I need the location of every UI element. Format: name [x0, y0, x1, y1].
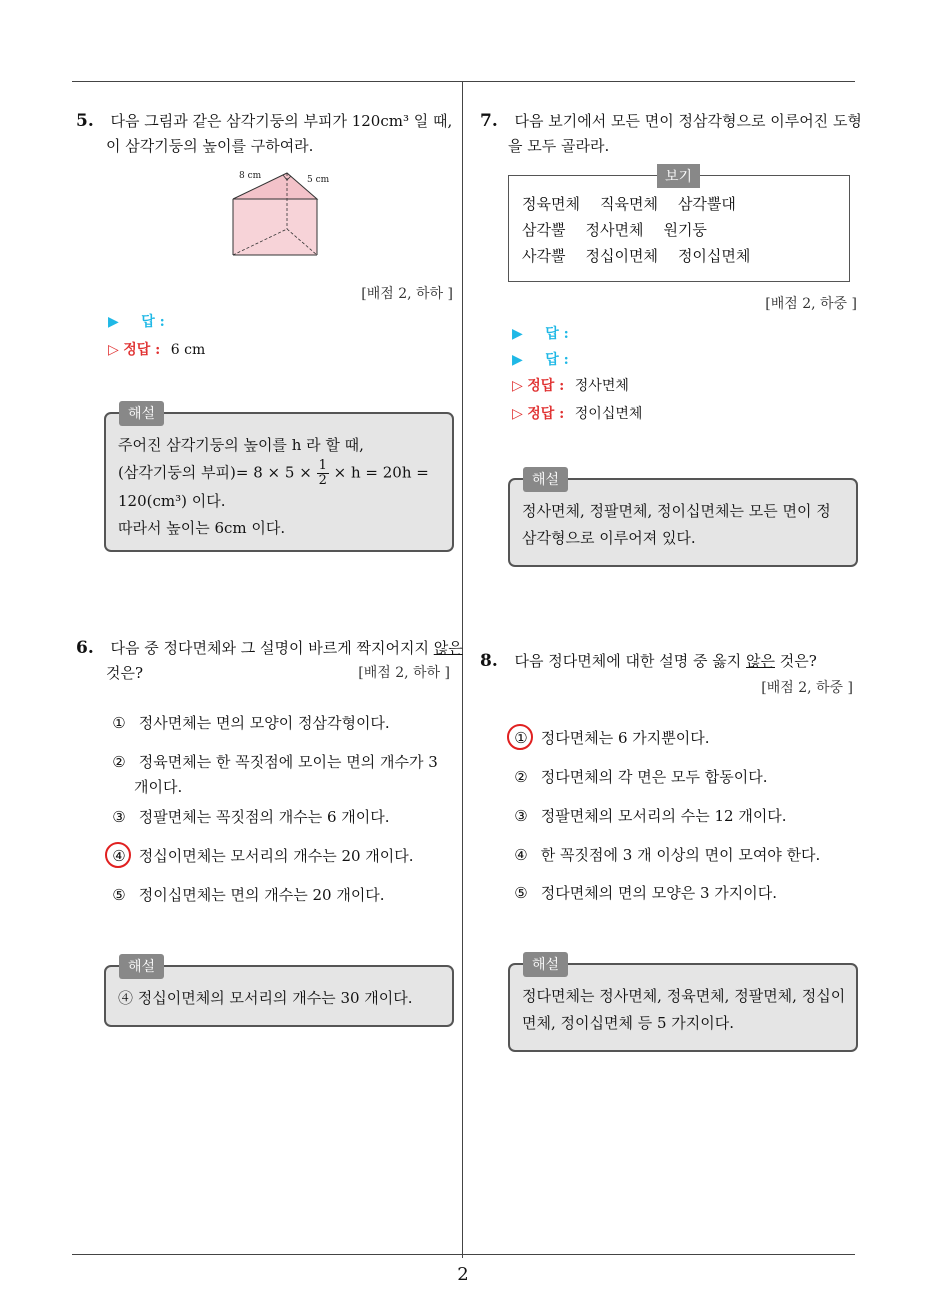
q6-choice-5[interactable]: ⑤ 정이십면체는 면의 개수는 20 개이다.: [112, 886, 385, 904]
correct-arrow-icon: ▷: [512, 406, 523, 422]
top-rule: [72, 81, 855, 82]
q6-choice-4[interactable]: ④ 정십이면체는 모서리의 개수는 20 개이다.: [112, 847, 414, 865]
q7-bogi-tag: 보기: [657, 164, 700, 188]
fig-label-5cm: 5 cm: [307, 175, 330, 185]
q5-stem-line2: 이 삼각기둥의 높이를 구하여라.: [106, 137, 314, 155]
q5-stem-line1: 5. 다음 그림과 같은 삼각기둥의 부피가 120cm³ 일 때,: [76, 111, 453, 131]
fraction: $\frac{1}{2}$: [318, 458, 327, 488]
q8-score: [배점 2, 하중 ]: [761, 680, 853, 696]
bogi-row-3: 사각뿔 정십이면체 정이십면체: [522, 247, 751, 265]
q7-correct-row-1: ▷ 정답 : 정사면체: [512, 378, 629, 394]
q5-number: 5.: [76, 111, 94, 131]
q8-explanation-box: 정다면체는 정사면체, 정육면체, 정팔면체, 정십이 면체, 정이십면체 등 5 가지이다.: [508, 963, 858, 1052]
q8-choice-1[interactable]: ① 정다면체는 6 가지뿐이다.: [514, 729, 710, 747]
q7-answer-row-1: ▶ 답 :: [512, 326, 569, 342]
q5-answer-row: ▶ 답 :: [108, 314, 165, 330]
q8-stem-line1: 8. 다음 정다면체에 대한 설명 중 옳지 않은 것은?: [480, 651, 817, 671]
correct-arrow-icon: ▷: [108, 342, 119, 358]
fig-label-8cm: 8 cm: [239, 171, 262, 181]
q8-choice-2[interactable]: ② 정다면체의 각 면은 모두 합동이다.: [514, 768, 768, 786]
q7-score: [배점 2, 하중 ]: [765, 296, 857, 312]
q6-number: 6.: [76, 638, 94, 658]
q7-bogi-box: [508, 175, 850, 282]
q6-choice-1[interactable]: ① 정사면체는 면의 모양이 정삼각형이다.: [112, 714, 390, 732]
answer-arrow-icon: ▶: [512, 326, 523, 342]
q8-choice-4[interactable]: ④ 한 꼭짓점에 3 개 이상의 면이 모여야 한다.: [514, 846, 821, 864]
q7-number: 7.: [480, 111, 498, 131]
q7-explanation-tag: 해설: [523, 467, 568, 492]
q5-explanation-tag: 해설: [119, 401, 164, 426]
q6-selected-mark-icon: [105, 842, 131, 868]
q8-selected-mark-icon: [507, 724, 533, 750]
column-divider: [462, 82, 463, 1258]
correct-arrow-icon: ▷: [512, 378, 523, 394]
q6-choice-2-cont: 개이다.: [134, 778, 183, 796]
q6-choice-3[interactable]: ③ 정팔면체는 꼭짓점의 개수는 6 개이다.: [112, 808, 390, 826]
bogi-row-2: 삼각뿔 정사면체 원기둥: [522, 221, 707, 239]
q6-stem-line1: 6. 다음 중 정다면체와 그 설명이 바르게 짝지어지지 않은: [76, 638, 463, 658]
q8-number: 8.: [480, 651, 498, 671]
q6-stem-line2: 것은?: [106, 664, 144, 682]
answer-arrow-icon: ▶: [108, 314, 119, 330]
q7-stem-line2: 을 모두 골라라.: [508, 137, 610, 155]
answer-arrow-icon: ▶: [512, 352, 523, 368]
q7-answer-row-2: ▶ 답 :: [512, 352, 569, 368]
triangular-prism-figure: [225, 165, 335, 265]
q8-choice-5[interactable]: ⑤ 정다면체의 면의 모양은 3 가지이다.: [514, 884, 778, 902]
q7-stem-line1: 7. 다음 보기에서 모든 면이 정삼각형으로 이루어진 도형: [480, 111, 862, 131]
q7-explanation-box: 정사면체, 정팔면체, 정이십면체는 모든 면이 정 삼각형으로 이루어져 있다.: [508, 478, 858, 567]
q6-choice-2[interactable]: ② 정육면체는 한 꼭짓점에 모이는 면의 개수가 3: [112, 753, 438, 771]
q8-explanation-tag: 해설: [523, 952, 568, 977]
q5-correct-row: ▷ 정답 : 6 cm: [108, 342, 206, 358]
bottom-rule: [72, 1254, 855, 1255]
bogi-row-1: 정육면체 직육면체 삼각뿔대: [522, 195, 736, 213]
q5-explanation-box: 주어진 삼각기둥의 높이를 h 라 할 때, (삼각기둥의 부피)= 8 × 5 × $\frac{1}{2}$ × h = 20h = 120(cm³) 이다. 따라서 높이는 6cm 이다.: [104, 412, 454, 552]
q7-correct-row-2: ▷ 정답 : 정이십면체: [512, 406, 643, 422]
page-number: 2: [457, 1264, 469, 1285]
q5-score: [배점 2, 하하 ]: [361, 286, 453, 302]
q6-explanation-tag: 해설: [119, 954, 164, 979]
q6-explanation-box: ④ 정십이면체의 모서리의 개수는 30 개이다.: [104, 965, 454, 1027]
q8-choice-3[interactable]: ③ 정팔면체의 모서리의 수는 12 개이다.: [514, 807, 787, 825]
q6-score: [배점 2, 하하 ]: [358, 665, 450, 681]
